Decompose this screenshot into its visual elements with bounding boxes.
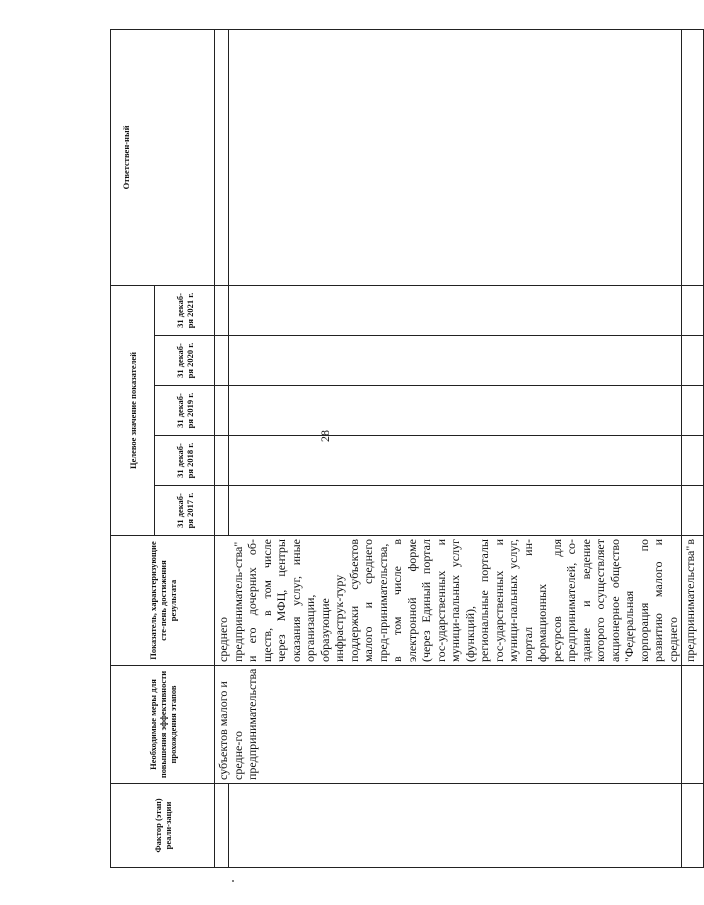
header-target-values: Целевое значение показателей	[111, 285, 155, 535]
cell-empty	[682, 386, 704, 436]
cell-measures: субъектов малого и средне-го предпринимательства	[215, 666, 682, 784]
cell-empty	[229, 486, 682, 536]
header-factor: Фактор (этап) реали-зации	[111, 784, 215, 868]
header-year-2021: 31 декаб-ря 2021 г.	[155, 285, 215, 335]
cell-empty	[229, 386, 682, 436]
cell-empty	[215, 784, 229, 868]
cell-empty	[215, 386, 229, 436]
cell-indicator-continued	[682, 536, 704, 666]
cell-empty	[229, 29, 682, 285]
cell-empty	[215, 285, 229, 335]
cell-indicator: среднего предприниматель-ства" и его дочерних об-ществ, в том числе через МФЦ, центры оказания услуг, иные организации, образующие инфраструк-туру поддержки субъектов малого и среднего пред-принимательства, в том числе в электронной форме (через Единый портал гос-ударственных и муници-пальных услуг (функций), региональные порталы гос-ударственных и муници-пальных услуг, портал ин-формационных ресурсов для предпринимателей, со-здание и ведение которого осуществляет акционерное общество "Федеральная корпорация по развитию малого и среднего	[215, 536, 682, 666]
cell-empty	[682, 784, 704, 868]
cell-empty	[215, 29, 229, 285]
cell-empty	[682, 486, 704, 536]
header-measures: Необходимые меры для повышения эффективности прохождения этапов	[111, 666, 215, 784]
scan-speck	[232, 880, 234, 882]
cell-empty	[682, 336, 704, 386]
cell-empty	[682, 29, 704, 285]
cell-empty	[682, 666, 704, 784]
cell-empty	[215, 336, 229, 386]
header-responsible: Ответствен-ный	[111, 29, 215, 285]
indicator-continued-end: в	[683, 539, 697, 545]
cell-empty	[682, 285, 704, 335]
cell-empty	[215, 436, 229, 486]
page-number: 28	[318, 430, 332, 442]
cell-empty	[682, 436, 704, 486]
indicator-continued-text: предпринимательства"	[683, 545, 697, 662]
rotated-table-container	[110, 30, 697, 868]
header-year-2020: 31 декаб-ря 2020 г.	[155, 336, 215, 386]
cell-empty	[215, 486, 229, 536]
cell-empty	[229, 784, 682, 868]
header-year-2019: 31 декаб-ря 2019 г.	[155, 386, 215, 436]
header-indicator: Показатель, характеризующие сте-пень достижения результата	[111, 536, 215, 666]
header-year-2018: 31 декаб-ря 2018 г.	[155, 436, 215, 486]
target-indicators-table	[110, 29, 704, 868]
cell-empty	[229, 336, 682, 386]
cell-empty	[229, 436, 682, 486]
cell-empty	[229, 285, 682, 335]
header-year-2017: 31 декаб-ря 2017 г.	[155, 486, 215, 536]
